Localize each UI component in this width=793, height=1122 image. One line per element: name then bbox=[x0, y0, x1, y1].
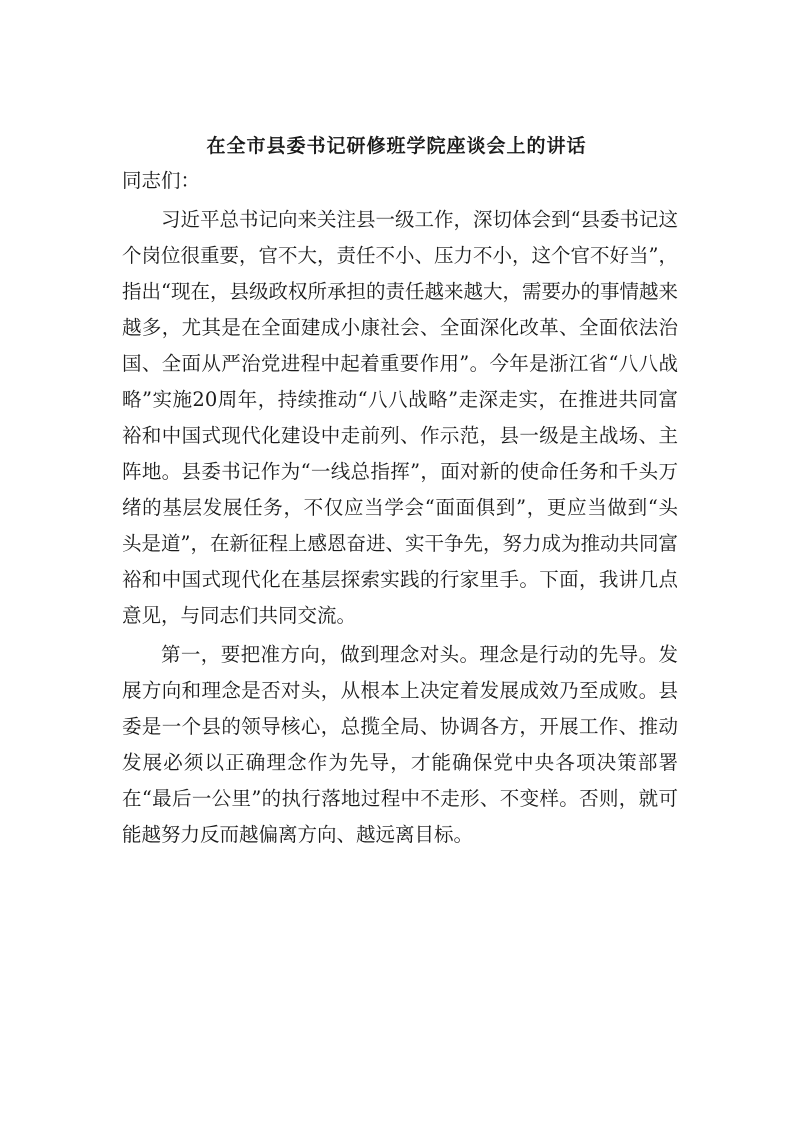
paragraph-2: 第一，要把准方向，做到理念对头。理念是行动的先导。发展方向和理念是否对头，从根本上决定着发展成效乃至成败。县委是一个县的领导核心，总揽全局、协调各方，开展工作、推动发展必须以正确理念作为先导，才能确保党中央各项决策部署在“最后一公里”的执行落地过程中不走形、不变样。否则，就可能越努力反而越偏离方向、越远离目标。 bbox=[122, 643, 678, 846]
document-title: 在全市县委书记研修班学院座谈会上的讲话 bbox=[206, 135, 587, 157]
salutation: 同志们： bbox=[122, 169, 201, 192]
paragraph-1: 习近平总书记向来关注县一级工作，深切体会到“县委书记这个岗位很重要，官不大，责任不小、压力不小，这个官不好当”，指出“现在，县级政权所承担的责任越来越大，需要办的事情越来越多，尤其是在全面建成小康社会、全面深化改革、全面依法治国、全面从严治党进程中起着重要作用”。今年是浙江省“八八战略”实施20周年，持续推动“八八战略”走深走实，在推进共同富裕和中国式现代化建设中走前列、作示范，县一级是主战场、主阵地。县委书记作为“一线总指挥”，面对新的使命任务和千头万绪的基层发展任务，不仅应当学会“面面俱到”，更应当做到“头头是道”，在新征程上感恩奋进、实干争先，努力成为推动共同富裕和中国式现代化在基层探索实践的行家里手。下面，我讲几点意见，与同志们共同交流。 bbox=[122, 208, 678, 627]
document-body bbox=[122, 163, 678, 856]
